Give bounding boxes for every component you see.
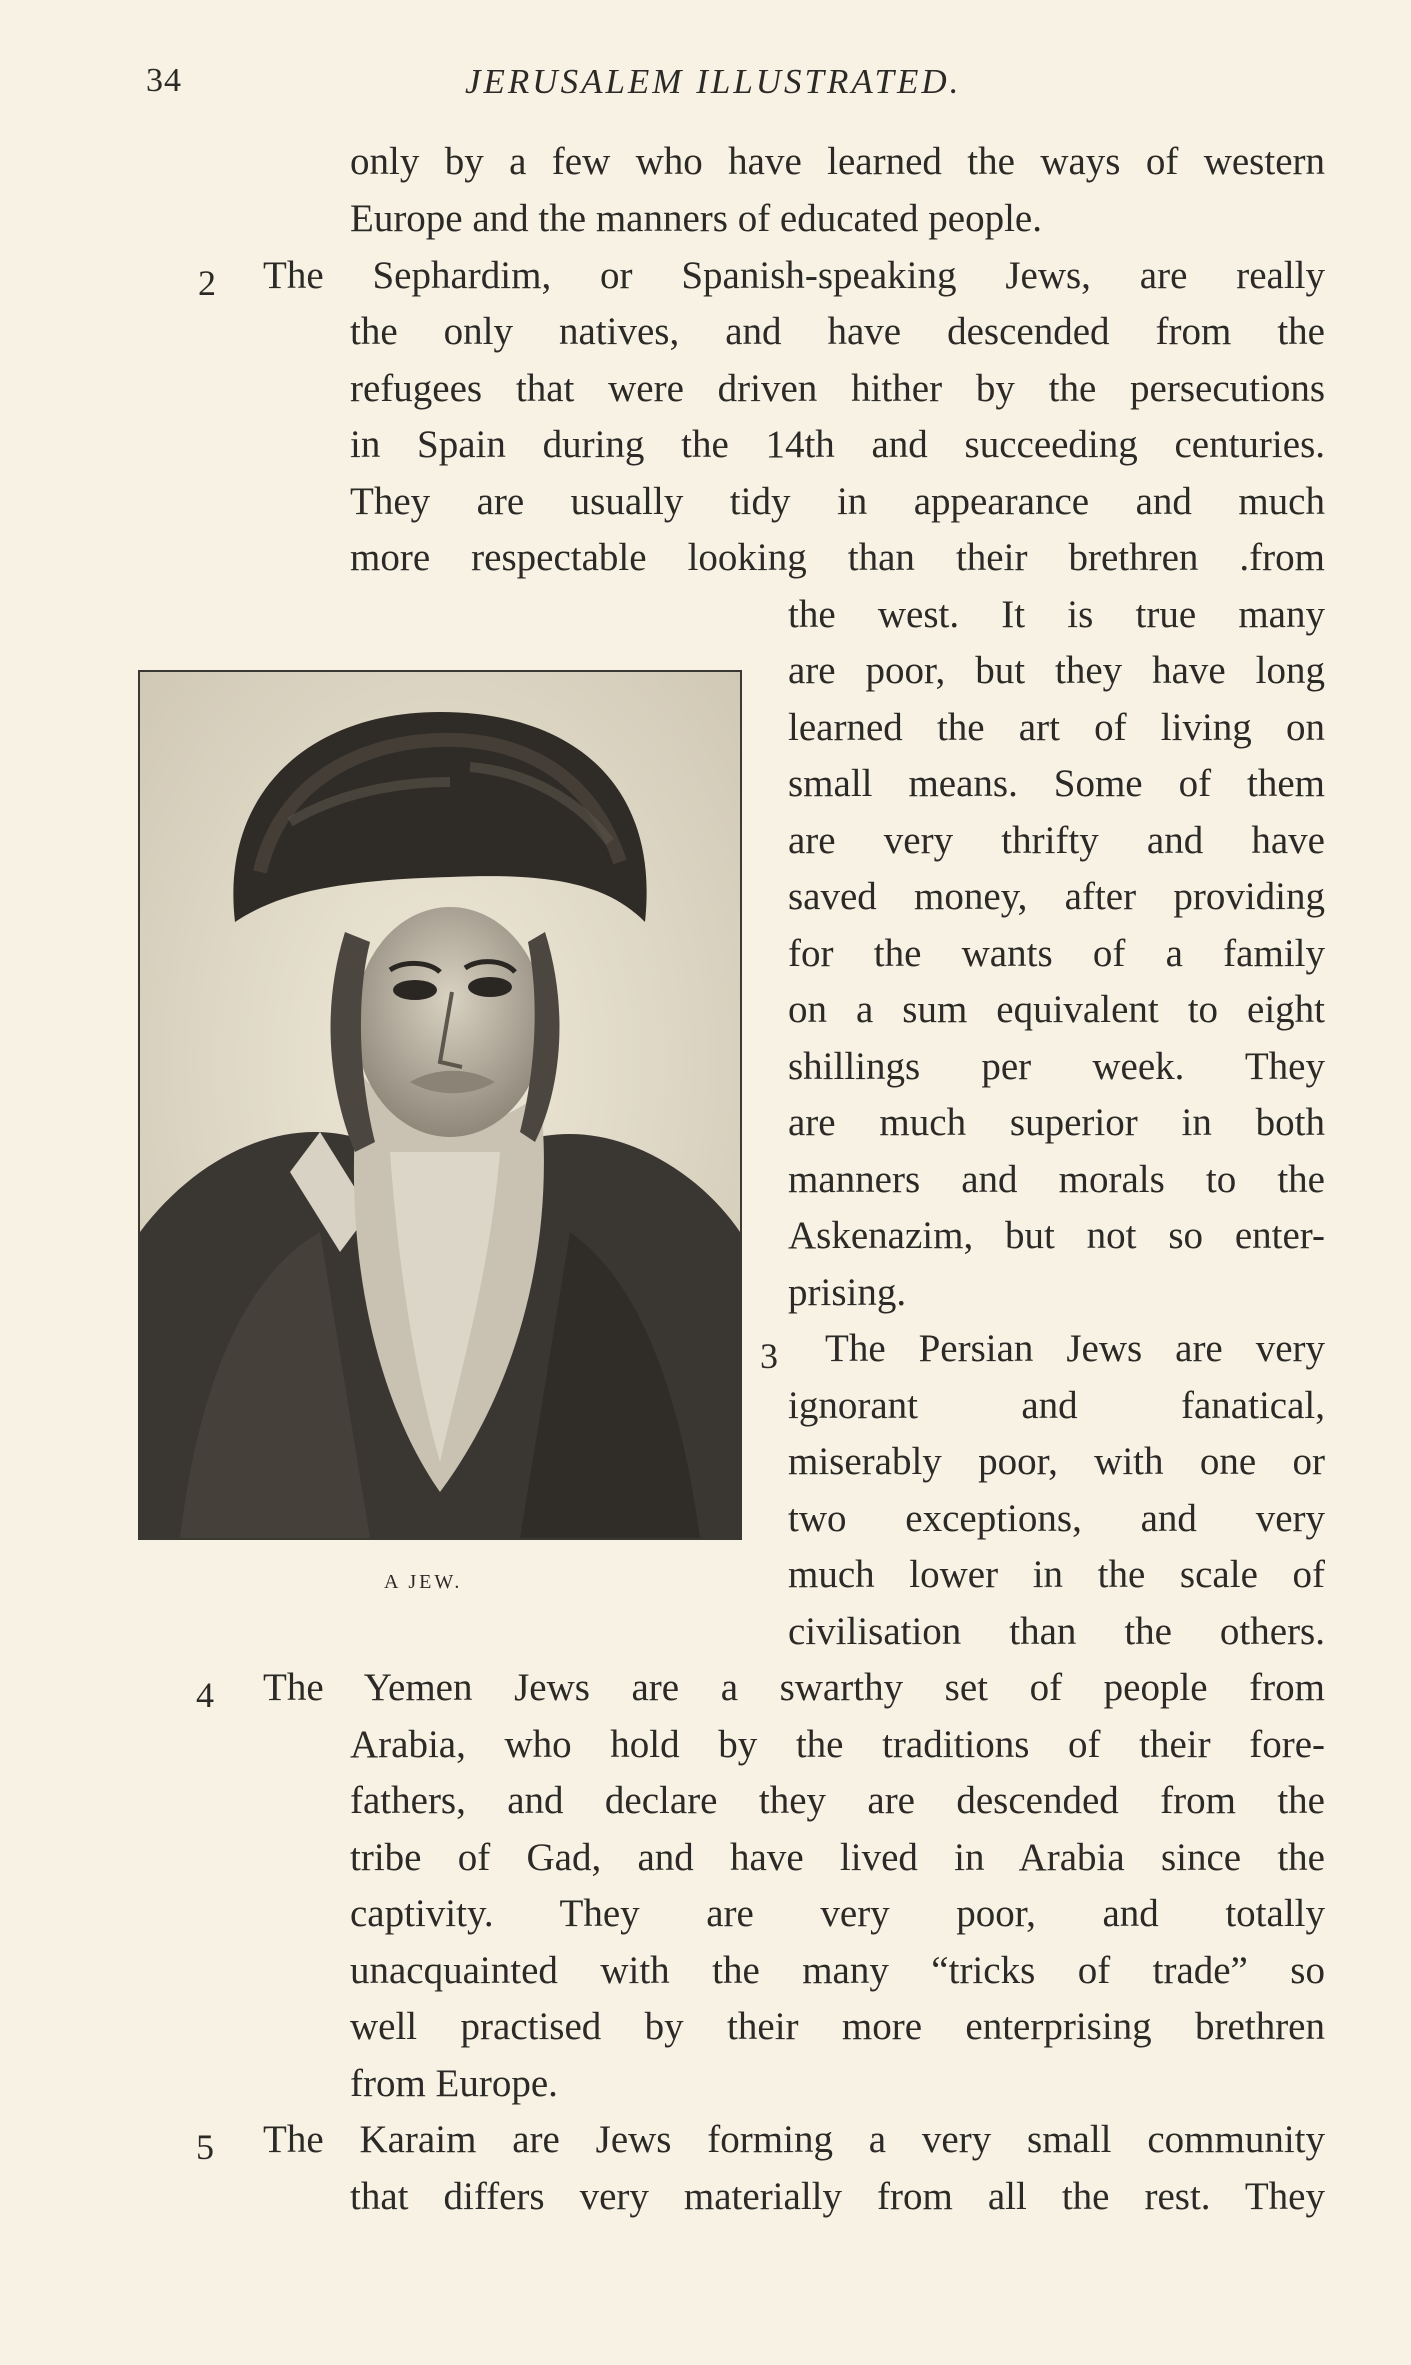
portrait-figure <box>138 670 742 1540</box>
text-line: the only natives, and have descended from the <box>350 310 1325 353</box>
text-line: They are usually tidy in appearance and much <box>350 480 1325 523</box>
text-line: refugees that were driven hither by the persecutions <box>350 367 1325 410</box>
text-line: Askenazim, but not so enter- <box>788 1214 1325 1257</box>
portrait-frame <box>138 670 742 1540</box>
page-header <box>0 62 1411 112</box>
text-line: Europe and the manners of educated people. <box>350 197 1042 240</box>
text-line: that differs very materially from all the rest. They <box>350 2175 1325 2218</box>
text-line: fathers, and declare they are descended from the <box>350 1779 1325 1822</box>
text-line: are poor, but they have long <box>788 649 1325 692</box>
text-line: ignorant and fanatical, <box>788 1384 1325 1427</box>
text-line: only by a few who have learned the ways of western <box>350 140 1325 183</box>
figure-caption: A JEW. <box>384 1571 463 1593</box>
text-line: saved money, after providing <box>788 875 1325 918</box>
text-line: two exceptions, and very <box>788 1497 1325 1540</box>
running-title: JERUSALEM ILLUSTRATED. <box>465 62 962 101</box>
text-line: on a sum equivalent to eight <box>788 988 1325 1031</box>
text-line: The Sephardim, or Spanish-speaking Jews, are really <box>263 254 1325 297</box>
text-line: more respectable looking than their brethren .from <box>350 536 1325 579</box>
text-line: shillings per week. They <box>788 1045 1325 1088</box>
text-line: are much superior in both <box>788 1101 1325 1144</box>
text-line: civilisation than the others. <box>788 1610 1325 1653</box>
text-line: small means. Some of them <box>788 762 1325 805</box>
text-line: tribe of Gad, and have lived in Arabia since the <box>350 1836 1325 1879</box>
text-line: much lower in the scale of <box>788 1553 1325 1596</box>
paragraph-number: 5 <box>196 2127 214 2167</box>
text-line: well practised by their more enterprising brethren <box>350 2005 1325 2048</box>
text-line: are very thrifty and have <box>788 819 1325 862</box>
text-line: miserably poor, with one or <box>788 1440 1325 1483</box>
paragraph-number: 4 <box>196 1675 214 1715</box>
text-line: prising. <box>788 1271 907 1314</box>
text-line: unacquainted with the many “tricks of trade” so <box>350 1949 1325 1992</box>
text-line: Arabia, who hold by the traditions of their fore- <box>350 1723 1325 1766</box>
text-line: for the wants of a family <box>788 932 1325 975</box>
text-line: manners and morals to the <box>788 1158 1325 1201</box>
text-line: the west. It is true many <box>788 593 1325 636</box>
portrait-of-a-jew-icon <box>140 672 740 1538</box>
text-line: The Persian Jews are very <box>825 1327 1325 1370</box>
text-line: in Spain during the 14th and succeeding centuries. <box>350 423 1325 466</box>
text-line: captivity. They are very poor, and totally <box>350 1892 1325 1935</box>
text-line: learned the art of living on <box>788 706 1325 749</box>
text-line: The Yemen Jews are a swarthy set of people from <box>263 1666 1325 1709</box>
text-line: from Europe. <box>350 2062 558 2105</box>
text-line: The Karaim are Jews forming a very small community <box>263 2118 1325 2161</box>
page-number: 34 <box>146 62 182 99</box>
paragraph-number: 3 <box>760 1336 778 1376</box>
paragraph-number: 2 <box>198 263 216 303</box>
